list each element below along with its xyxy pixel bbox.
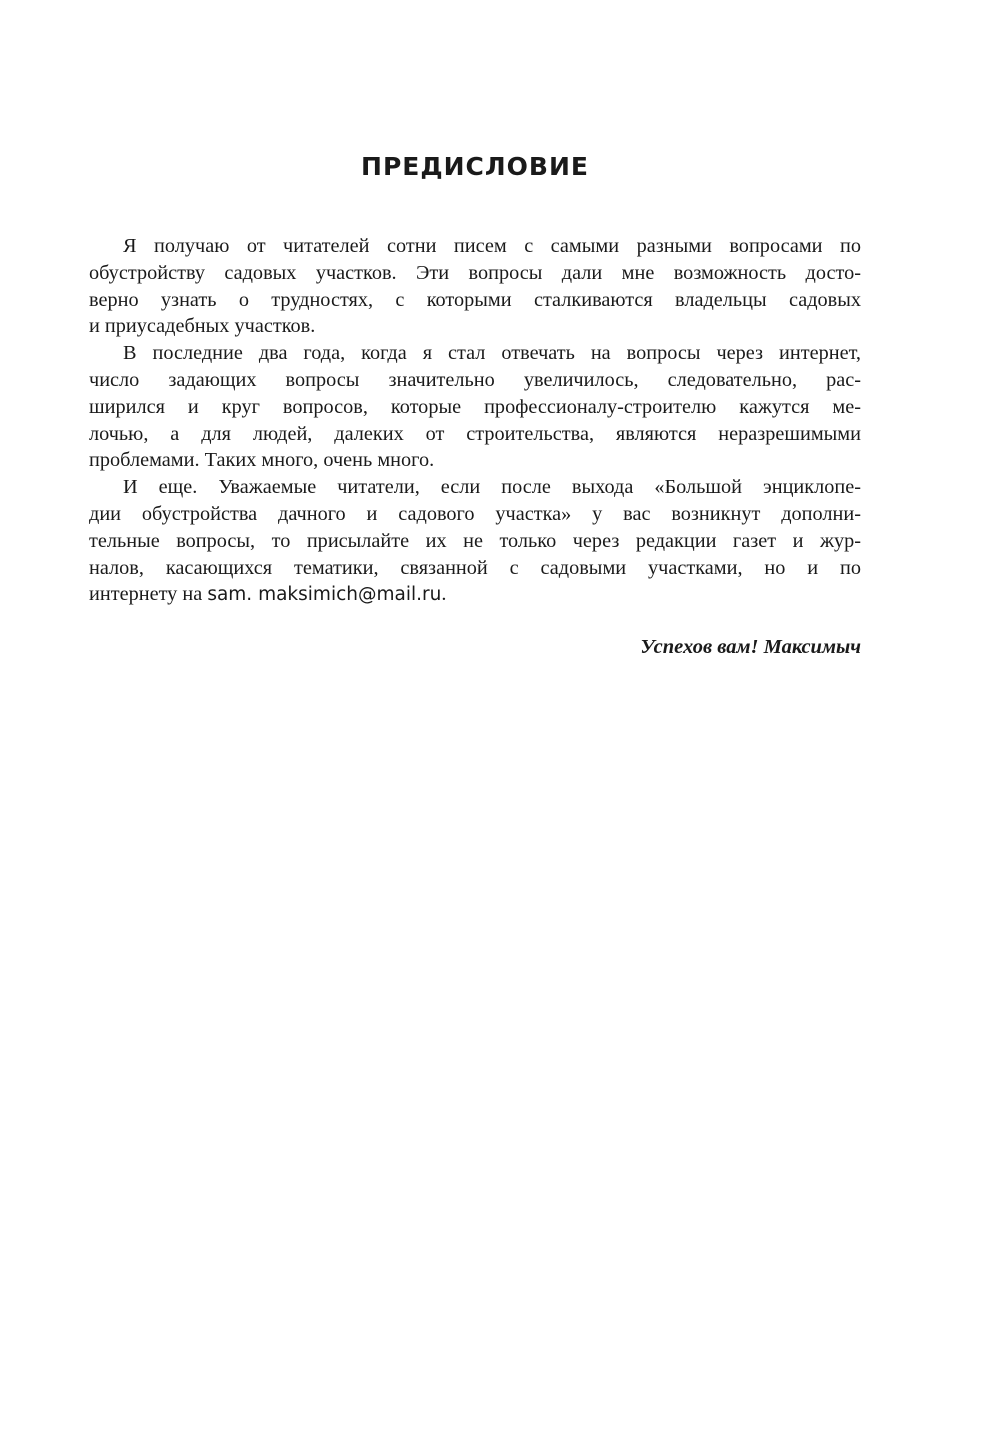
text-line: верно узнать о трудностях, с которыми сталкиваются владельцы садовых: [89, 288, 861, 311]
page-title: ПРЕДИСЛОВИЕ: [361, 152, 589, 181]
text-line: обустройству садовых участков. Эти вопросы дали мне возможность досто-: [89, 261, 861, 284]
text-line: и приусадебных участков.: [89, 315, 316, 338]
email-suffix: .: [441, 583, 447, 606]
text-line: дии обустройства дачного и садового участка» у вас возникнут дополни-: [89, 502, 861, 525]
paragraph-2: [89, 340, 861, 474]
text-line: число задающих вопросы значительно увеличилось, следовательно, рас-: [89, 368, 861, 391]
email-address: sam. maksimich@mail.ru: [207, 584, 442, 606]
text-line: проблемами. Таких много, очень много.: [89, 449, 435, 472]
text-line: тельные вопросы, то присылайте их не только через редакции газет и жур-: [89, 529, 861, 552]
text-line: налов, касающихся тематики, связанной с садовыми участками, но и по: [89, 556, 861, 579]
signature: Успехов вам! Максимыч: [640, 636, 861, 658]
text-line-with-email: [89, 581, 861, 609]
text-line: ширился и круг вопросов, которые профессионалу-строителю кажутся ме-: [89, 395, 861, 418]
paragraph-3: [89, 474, 861, 609]
email-prefix: интернету на: [89, 583, 208, 606]
body-text: [89, 233, 861, 609]
text-line: И еще. Уважаемые читатели, если после выхода «Большой энциклопе-: [123, 476, 861, 499]
text-line: В последние два года, когда я стал отвечать на вопросы через интернет,: [123, 342, 861, 365]
text-line: лочью, а для людей, далеких от строительства, являются неразрешимыми: [89, 422, 861, 445]
paragraph-1: [89, 233, 861, 340]
text-line: Я получаю от читателей сотни писем с самыми разными вопросами по: [123, 235, 861, 257]
